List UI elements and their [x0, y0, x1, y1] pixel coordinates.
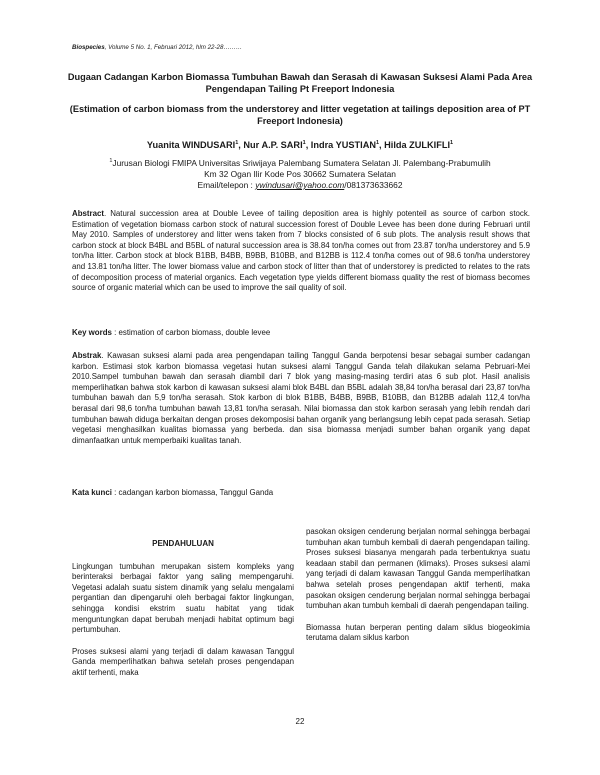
- author-separator: ,: [379, 140, 385, 150]
- author-name: Yuanita WINDUSARI: [146, 140, 236, 150]
- keywords-label: Key words: [72, 328, 112, 337]
- phone-number: /081373633662: [344, 180, 403, 190]
- contact-line: [60, 180, 540, 191]
- author-name: Nur A.P. SARI: [243, 140, 303, 150]
- author-affil-mark: 1: [450, 139, 454, 146]
- author-name: Indra YUSTIAN: [310, 140, 376, 150]
- section-heading: PENDAHULUAN: [152, 539, 214, 548]
- journal-name: Biospecies: [72, 44, 105, 51]
- affiliation-line-1: $^1$Jurusan Biologi FMIPA Universitas Sriwijaya Palembang Sumatera Selatan Jl. Palembang-Prabumulih: [109, 158, 491, 168]
- abstract-indonesian: [72, 351, 530, 446]
- abstrak-text: . Kawasan suksesi alami pada area pengendapan tailing Tanggul Ganda berpotensi besar sebagai sumber cadangan karbon. Estimasi stok karbon biomassa vegetasi hutan suksesi alami Tanggul Ganda telah dilakukan selama Pebruari-Mei 2010.Sampel tumbuhan bawah dan serasah diambil dari 7 blok yang masing-masing terdiri atas 6 sub plot. Hasil analisis memperlihatkan bahwa stok karbon di kawasan suksesi alami blok B4BL dan B5BL adalah 38,84 ton/ha berasal dari 23,87 ton/ha tumbuhan bawah dan 5,9 ton/ha serasah. Stok karbon di blok B1BB, B4BB, B9BB, B10BB, dan B12BB adalah 112,4 ton/ha berasal dari 98,6 ton/ha tumbuhan bawah 13,81 ton/ha serasah. Nilai biomassa dan stok karbon serasah yang lebih rendah dari tumbuhan bawah diduga berkaitan dengan proses dekomposisi bahan organik yang berlangsung lebih cepat pada serasah. Setiap vegetasi menghasilkan kualitas biomassa yang berbeda. dan sisa biomassa menjadi sumber bahan organik yang dapat dimanfaatkan untuk memperbaiki kualitas tanah.: [72, 351, 530, 445]
- author-list: [60, 140, 540, 150]
- abstract-label: Abstract: [72, 209, 105, 218]
- affiliation-mark: 1: [109, 158, 113, 165]
- abstract-text: . Natural succession area at Double Levee of tailing deposition area is highly potenteil as source of carbon stock. Estimation of vegetation biomass carbon stock of natural succession forest of Double Levee has been done during Februari until May 2010. Samples of understorey and litter wens taken from 7 blocks consisted of 6 sub plots. The analysis result shows that carbon stock at block B4BL and B5BL of natural succession area is 38.84 ton/ha comes out from 23.87 ton/ha understorey and 5.9 ton/ha litter. Carbon stock at block B1BB, B4BB, B9BB, B10BB, and B12BB is 112.4 ton/ha comes out of 98.6 ton/ha understorey and 13.81 ton/ha litter. The lower biomass value and carbon stock of litter than that of understorey is predicted to relates to the rats of decomposition process of material organics. Each vegetation type yields different biomass quality the rest of biomass becomes source of organic material which can be used to improve the sail quality of soil.: [72, 209, 530, 293]
- author-name: Hilda ZULKIFLI: [384, 140, 450, 150]
- author-affil-mark: 1: [375, 139, 380, 146]
- affiliation-line-2: Km 32 Ogan Ilir Kode Pos 30662 Sumatera Selatan: [204, 169, 396, 179]
- author-separator: ,: [238, 140, 244, 150]
- body-paragraph: Lingkungan tumbuhan merupakan sistem kompleks yang berinteraksi berbagai faktor yang saling mempengaruhi. Vegetasi adalah suatu sistem dinamik yang selalu mengalami pergantian dan dipengaruhi oleh berbagai faktor lingkungan, sehingga kondisi ekstrim suatu habitat yang tidak menguntungkan dapat berubah menjadi habitat optimum bagi pertumbuhan.: [72, 561, 294, 635]
- kata-kunci-label: Kata kunci: [72, 488, 112, 497]
- running-header: [72, 44, 242, 51]
- keywords-english: [72, 328, 530, 339]
- abstract-english: [72, 209, 530, 294]
- body-paragraph: Biomassa hutan berperan penting dalam siklus biogeokimia terutama dalam siklus karbon: [306, 622, 530, 643]
- author-separator: ,: [305, 140, 311, 150]
- author-affil-mark: 1: [235, 139, 239, 146]
- right-column: [306, 527, 530, 655]
- email-label: Email/telepon :: [197, 180, 256, 190]
- author-affil-mark: 1: [302, 139, 306, 146]
- page-number: 22: [295, 717, 305, 726]
- email-link[interactable]: ywindusari@yahoo.com: [255, 180, 345, 190]
- kata-kunci-text: : cadangan karbon biomassa, Tanggul Ganda: [111, 488, 274, 497]
- abstrak-label: Abstrak: [72, 351, 102, 360]
- title-indonesian: Dugaan Cadangan Karbon Biomassa Tumbuhan Bawah dan Serasah di Kawasan Suksesi Alami Pada Area Pengendapan Tailing Pt Freeport Indonesia: [67, 72, 533, 94]
- keywords-text: : estimation of carbon biomass, double levee: [111, 328, 271, 337]
- title-english: (Estimation of carbon biomass from the understorey and litter vegetation at tailings deposition area of PT Freeport Indonesia): [69, 104, 531, 126]
- body-paragraph: pasokan oksigen cenderung berjalan normal sehingga berbagai tumbuhan akan tumbuh kembali di daerah pengendapan tailing. Proses suksesi biasanya mengarah pada terbentuknya suatu keadaan stabil dan permanen (klimaks). Proses suksesi alami yang terjadi di dalam kawasan Tanggul Ganda memperlihatkan bahwa setelah proses pengendapan aktif terhenti, maka pasokan oksigen cenderung berjalan normal sehingga berbagai tumbuhan akan tumbuh kembali di daerah pengendapan tailing.: [306, 527, 530, 611]
- affiliation: [60, 158, 540, 191]
- keywords-indonesian: [72, 488, 530, 499]
- left-column: [72, 527, 294, 690]
- journal-details: , Volume 5 No. 1, Februari 2012, hlm 22-28………: [104, 44, 243, 51]
- body-paragraph: Proses suksesi alami yang terjadi di dalam kawasan Tanggul Ganda memperlihatkan bahwa setelah proses pengendapan aktif terhenti, maka: [72, 646, 294, 677]
